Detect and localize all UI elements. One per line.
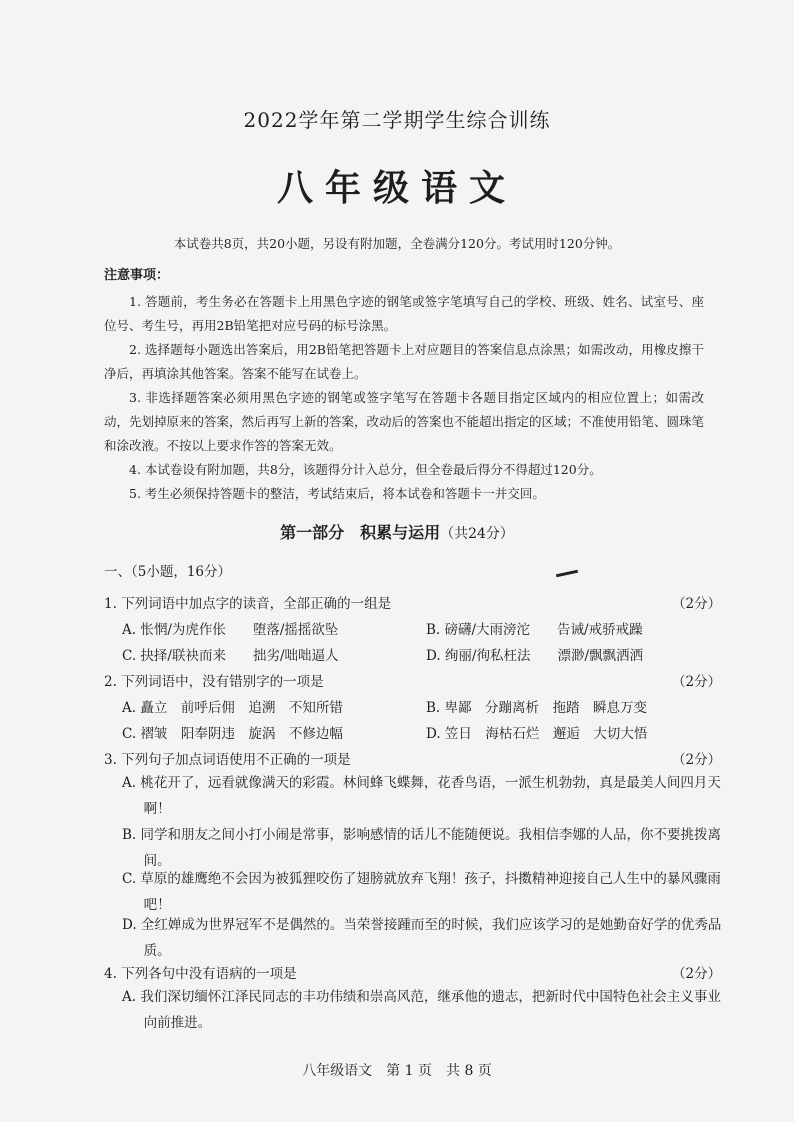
question-3-option-c: C. 草原的雄鹰绝不会因为被狐狸咬伤了翅膀就放弃飞翔！孩子，抖擞精神迎接自己人生中的暴风骤雨吧！ [122,871,721,913]
question-3-stem: 3. 下列句子加点词语使用不正确的一项是 [104,752,351,768]
exam-title: 八年级语文 [276,167,517,209]
question-1-stem: 1. 下列词语中加点字的读音，全部正确的一组是 [104,596,392,612]
notice-item-1: 1. 答题前，考生务必在答题卡上用黑色字迹的钢笔或签字笔填写自己的学校、班级、姓名、试室号、座位号、考生号，再用2B铅笔把对应号码的标号涂黑。 [104,294,704,333]
pen-mark [556,570,578,578]
notice-item-3: 3. 非选择题答案必须用黑色字迹的钢笔或签字笔写在答题卡各题目指定区域内的相应位置上；如需改动，先划掉原来的答案，然后再写上新的答案，改动后的答案也不能超出指定的区域；不准使用铅笔、圆珠笔和涂改液。不按以上要求作答的答案无效。 [104,390,705,453]
question-1-option-c: C. 抉择/联袂而来 拙劣/咄咄逼人 [122,648,339,664]
exam-intro: 本试卷共8页，共20小题，另设有附加题，全卷满分120分。考试用时120分钟。 [173,236,621,251]
question-3-score: （2分） [672,752,722,768]
question-2-option-d: D. 笠日 海枯石烂 邂逅 大切大悟 [426,726,648,742]
question-4-stem: 4. 下列各句中没有语病的一项是 [104,966,297,982]
question-2-option-c: C. 褶皱 阳奉阴违 旋涡 不修边幅 [122,726,343,742]
question-1-option-d: D. 绚丽/徇私枉法 漂渺/飘飘洒洒 [426,648,644,664]
question-2-option-a: A. 矗立 前呼后佣 追溯 不知所错 [122,700,343,716]
question-4-option-a: A. 我们深切缅怀江泽民同志的丰功伟绩和崇高风范，继承他的遗志，把新时代中国特色社会主义事业向前推进。 [122,989,721,1031]
part-title: 第一部分 积累与运用 [280,523,441,542]
notice-item-5: 5. 考生必须保持答题卡的整洁，考试结束后，将本试卷和答题卡一并交回。 [129,486,545,501]
page-footer: 八年级语文 第 1 页 共 8 页 [302,1063,492,1079]
part-heading [0,520,794,543]
question-2-option-b: B. 卑鄙 分蹦离析 拖踏 瞬息万变 [426,700,648,716]
exam-subtitle: 2022学年第二学期学生综合训练 [243,108,551,132]
question-4-score: （2分） [672,966,722,982]
question-1-option-b: B. 磅礴/大雨滂沱 告诫/戒骄戒躁 [426,622,643,638]
question-1-score: （2分） [672,596,722,612]
part-points: （共24分） [440,526,514,542]
notice-heading: 注意事项： [104,268,170,283]
question-3-option-d: D. 全红婵成为世界冠军不是偶然的。当荣誉接踵而至的时候，我们应该学习的是她勤奋好学的优秀品质。 [122,917,722,959]
section-heading: 一、（5小题，16分） [104,564,232,580]
question-3-option-b: B. 同学和朋友之间小打小闹是常事，影响感情的话儿不能随便说。我相信李娜的人品，你不要挑拨离间。 [122,827,722,869]
notice-item-2: 2. 选择题每小题选出答案后，用2B铅笔把答题卡上对应题目的答案信息点涂黑；如需改动，用橡皮擦干净后，再填涂其他答案。答案不能写在试卷上。 [104,342,704,381]
notice-item-4: 4. 本试卷设有附加题，共8分，该题得分计入总分，但全卷最后得分不得超过120分。 [129,462,602,477]
question-2-stem: 2. 下列词语中，没有错别字的一项是 [104,674,324,690]
question-1-option-a: A. 怅惘/为虎作伥 堕落/摇摇欲坠 [122,622,339,638]
question-3-option-a: A. 桃花开了，远看就像满天的彩霞。林间蜂飞蝶舞，花香鸟语，一派生机勃勃，真是最美人间四月天啊！ [122,775,721,817]
question-2-score: （2分） [672,674,722,690]
